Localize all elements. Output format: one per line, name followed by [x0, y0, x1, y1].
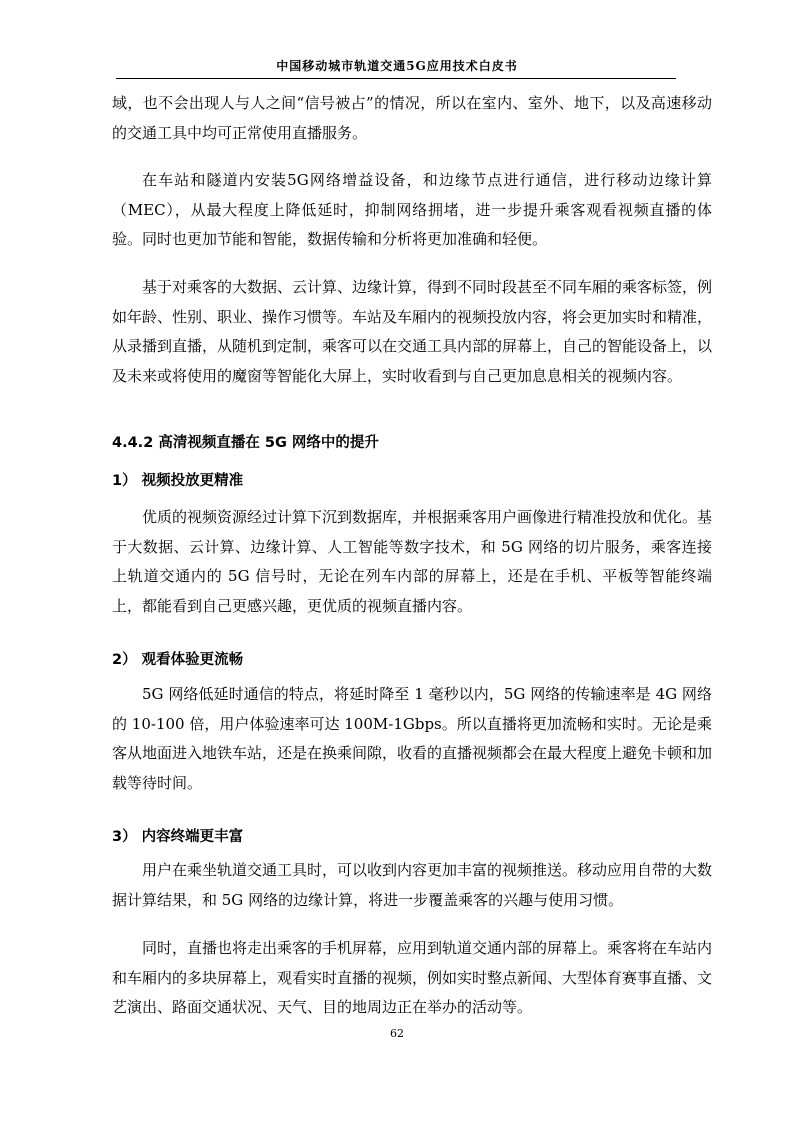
section-heading-4-4-2: 4.4.2 高清视频直播在 5G 网络中的提升: [112, 435, 379, 451]
page-number: 62: [390, 1027, 404, 1040]
paragraph-continuation: 域，也不会出现人与人之间“信号被占”的情况，所以在室内、室外、地下，以及高速移动的交通工具中均可正常使用直播服务。: [112, 94, 712, 142]
paragraph-live-screens: 同时，直播也将走出乘客的手机屏幕，应用到轨道交通内部的屏幕上。乘客将在车站内和车厢内的多块屏幕上，观看实时直播的视频，例如实时整点新闻、大型体育赛事直播、文艺演出、路面交通状况、天气、目的地周边正在举办的活动等。: [112, 939, 713, 1016]
subheading-smooth-experience: 2） 观看体验更流畅: [112, 652, 244, 668]
paragraph-smooth-experience: 5G 网络低延时通信的特点，将延时降至 1 毫秒以内，5G 网络的传输速率是 4G 网络的 10-100 倍，用户体验速率可达 100M-1Gbps。所以直播将更加流畅和实时。无论是乘客从地面进入地铁车站，还是在换乘间隙，收看的直播视频都会在最大程度上避免卡顿和加载等待时间。: [112, 685, 713, 792]
paragraph-mec: 在车站和隧道内安装5G网络增益设备，和边缘节点进行通信，进行移动边缘计算（MEC），从最大程度上降低延时，抑制网络拥堵，进一步提升乘客观看视频直播的体验。同时也更加节能和智能，数据传输和分析将更加准确和轻便。: [112, 171, 712, 248]
subheading-precise-delivery: 1） 视频投放更精准: [112, 473, 244, 489]
paragraph-richer-content: 用户在乘坐轨道交通工具时，可以收到内容更加丰富的视频推送。移动应用自带的大数据计算结果，和 5G 网络的边缘计算，将进一步覆盖乘客的兴趣与使用习惯。: [112, 861, 713, 909]
paragraph-big-data: 基于对乘客的大数据、云计算、边缘计算，得到不同时段甚至不同车厢的乘客标签，例如年龄、性别、职业、操作习惯等。车站及车厢内的视频投放内容，将会更加实时和精准，从录播到直播，从随机到定制，乘客可以在交通工具内部的屏幕上，自己的智能设备上，以及未来或将使用的魔窗等智能化大屏上，实时收看到与自己更加息息相关的视频内容。: [112, 278, 713, 385]
running-header: 中国移动城市轨道交通5G应用技术白皮书: [276, 59, 518, 73]
subheading-richer-content: 3） 内容终端更丰富: [112, 829, 244, 845]
header-divider: [116, 78, 676, 79]
paragraph-precise-delivery: 优质的视频资源经过计算下沉到数据库，并根据乘客用户画像进行精准投放和优化。基于大数据、云计算、边缘计算、人工智能等数字技术，和 5G 网络的切片服务，乘客连接上轨道交通内的 5G 信号时，无论在列车内部的屏幕上，还是在手机、平板等智能终端上，都能看到自己更感兴趣，更优质的视频直播内容。: [112, 508, 713, 615]
